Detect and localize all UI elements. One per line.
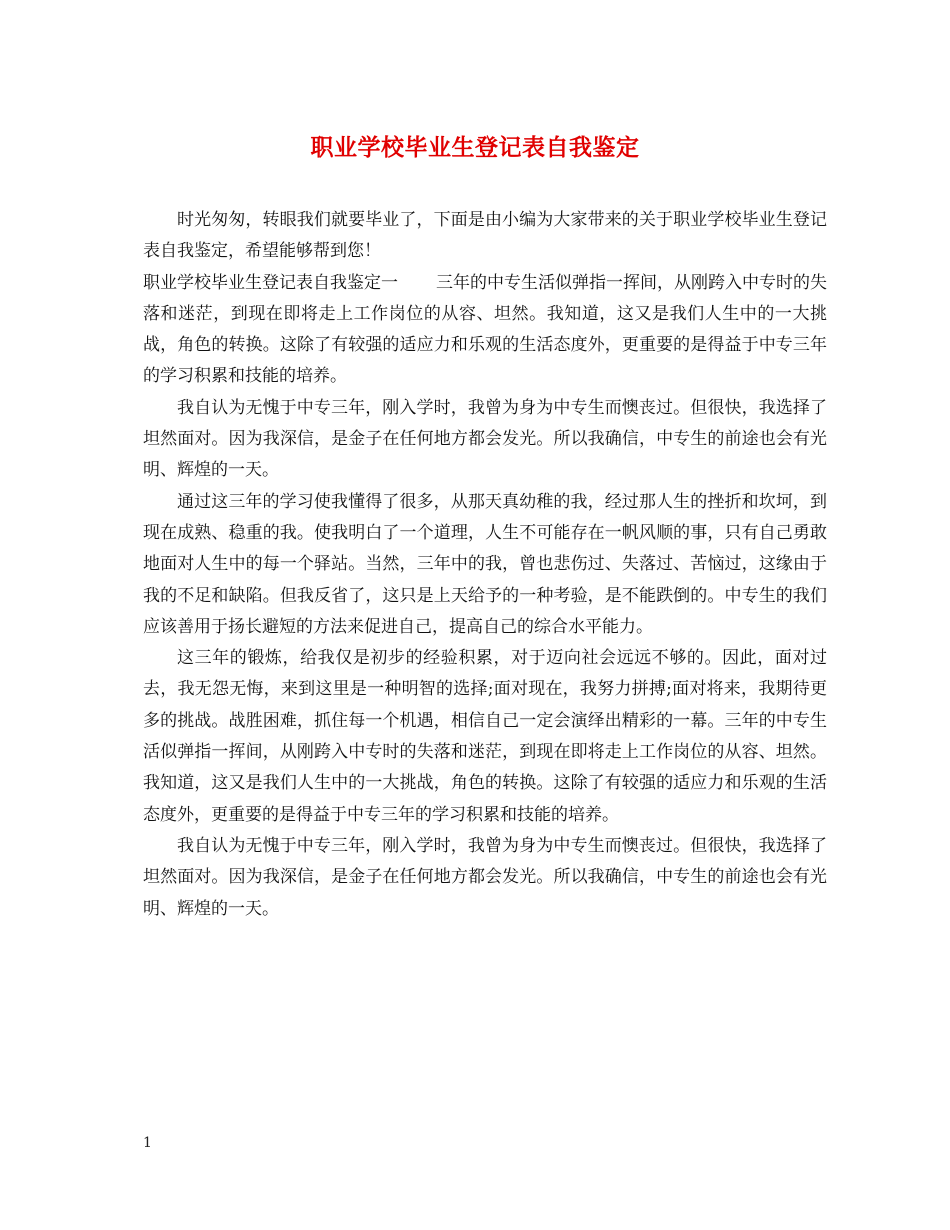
body-paragraph-2: 通过这三年的学习使我懂得了很多，从那天真幼稚的我，经过那人生的挫折和坎坷，到现在成熟、稳重的我。使我明白了一个道理，人生不可能存在一帆风顺的事，只有自己勇敢地面对人生中的每一个驿站。当然，三年中的我，曾也悲伤过、失落过、苦恼过，这缘由于我的不足和缺陷。但我反省了，这只是上天给予的一种考验，是不能跌倒的。中专生的我们应该善用于扬长避短的方法来促进自己，提高自己的综合水平能力。 — [143, 491, 827, 637]
body-paragraph-1: 我自认为无愧于中专三年，刚入学时，我曾为身为中专生而懊丧过。但很快，我选择了坦然面对。因为我深信，是金子在任何地方都会发光。所以我确信，中专生的前途也会有光明、辉煌的一天。 — [143, 397, 827, 481]
intro-paragraph: 时光匆匆，转眼我们就要毕业了，下面是由小编为大家带来的关于职业学校毕业生登记表自我鉴定，希望能够帮到您！ — [143, 210, 827, 262]
body-paragraph-4: 我自认为无愧于中专三年，刚入学时，我曾为身为中专生而懊丧过。但很快，我选择了坦然面对。因为我深信，是金子在任何地方都会发光。所以我确信，中专生的前途也会有光明、辉煌的一天。 — [143, 835, 827, 919]
section-first-paragraph — [143, 268, 827, 393]
body-paragraph-3: 这三年的锻炼，给我仅是初步的经验积累，对于迈向社会远远不够的。因此，面对过去，我无怨无悔，来到这里是一种明智的选择;面对现在，我努力拼搏;面对将来，我期待更多的挑战。战胜困难，抓住每一个机遇，相信自己一定会演绎出精彩的一幕。三年的中专生活似弹指一挥间，从刚跨入中专时的失落和迷茫，到现在即将走上工作岗位的从容、坦然。我知道，这又是我们人生中的一大挑战，角色的转换。这除了有较强的适应力和乐观的生活态度外，更重要的是得益于中专三年的学习积累和技能的培养。 — [143, 648, 827, 825]
section-first-paragraph-text: 三年的中专生活似弹指一挥间，从刚跨入中专时的失落和迷茫，到现在即将走上工作岗位的从容、坦然。我知道，这又是我们人生中的一大挑战，角色的转换。这除了有较强的适应力和乐观的生活态度外，更重要的是得益于中专三年的学习积累和技能的培养。 — [143, 272, 827, 387]
page-number: 1 — [143, 1135, 152, 1151]
document-body — [143, 205, 827, 925]
page-title: 职业学校毕业生登记表自我鉴定 — [310, 134, 640, 161]
section-heading: 职业学校毕业生登记表自我鉴定一 — [143, 272, 398, 293]
